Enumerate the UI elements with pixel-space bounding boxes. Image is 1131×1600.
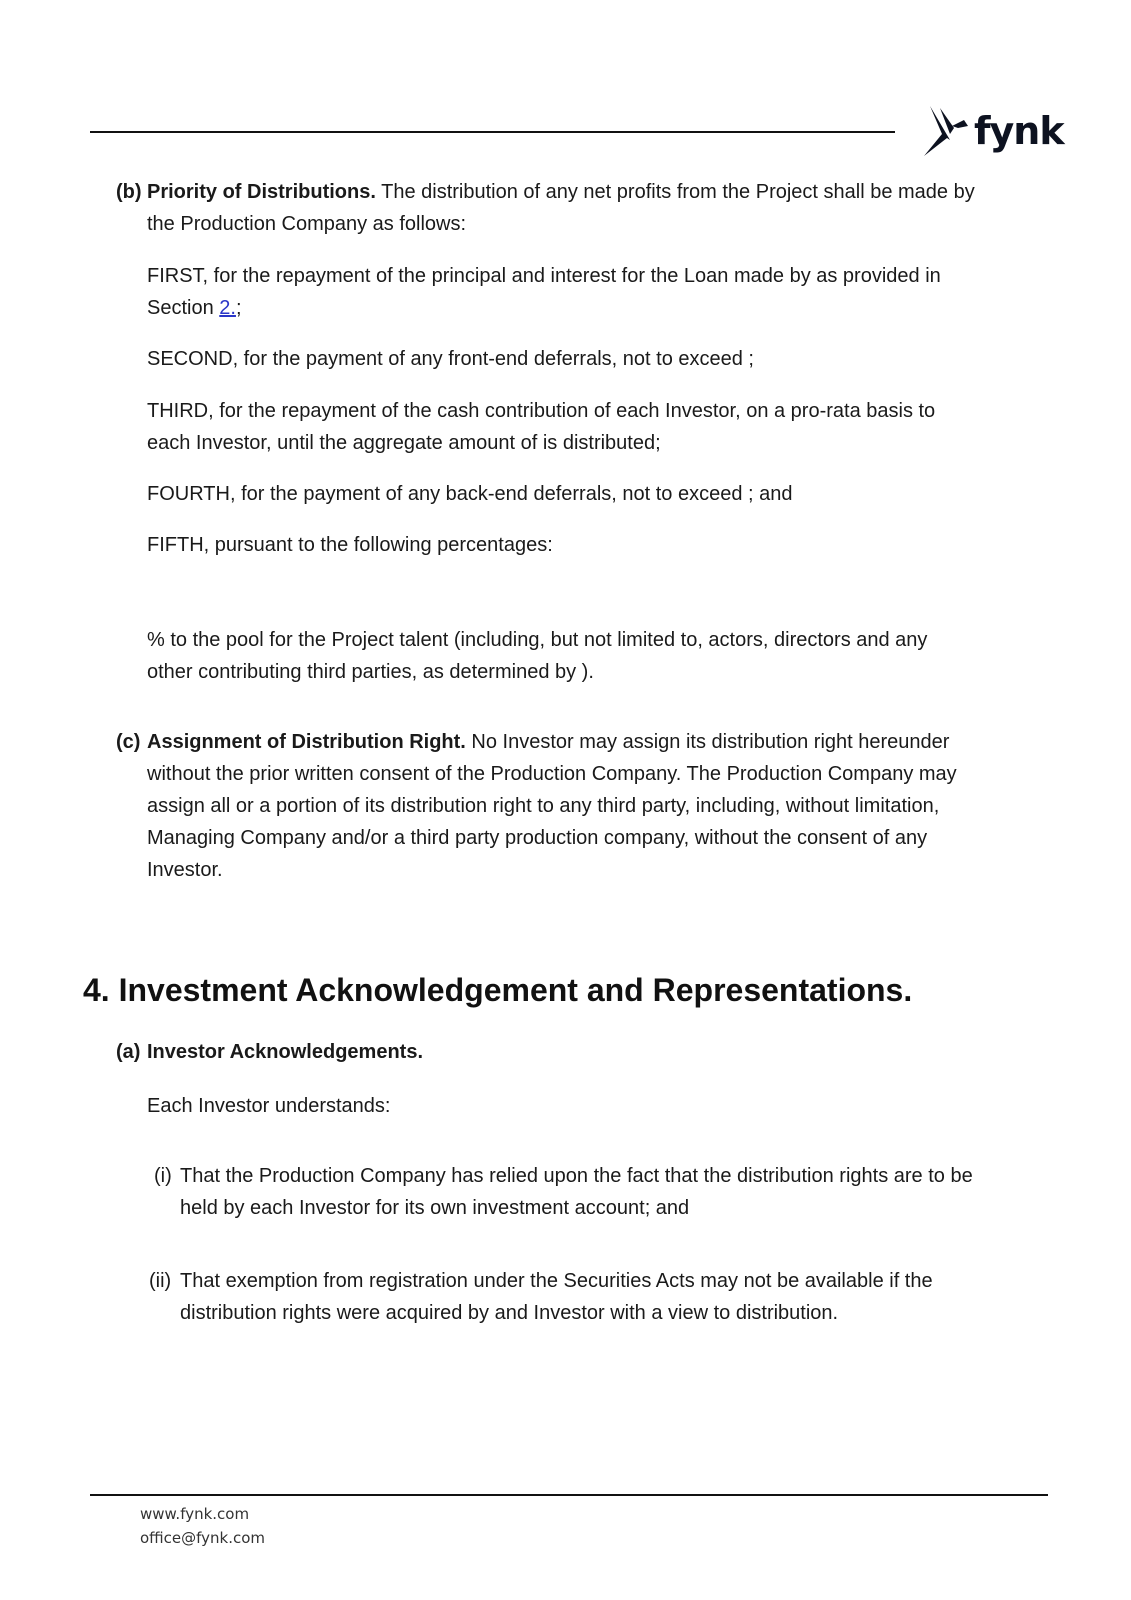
clause-c-line-4: Managing Company and/or a third party production company, without the consent of any — [147, 827, 928, 849]
first-priority — [147, 260, 1047, 324]
section-2-link[interactable]: 2. — [219, 297, 236, 319]
pool-line-1: % to the pool for the Project talent (including, but not limited to, actors, directors and any — [147, 629, 928, 651]
clause-4a-intro-text: Each Investor understands: — [147, 1095, 391, 1117]
pool-line-2: other contributing third parties, as determined by ). — [147, 661, 594, 683]
second-line: SECOND, for the payment of any front-end deferrals, not to exceed ; — [147, 348, 754, 370]
fourth-line: FOURTH, for the payment of any back-end deferrals, not to exceed ; and — [147, 483, 793, 505]
section-4-title: 4. Investment Acknowledgement and Representations. — [83, 972, 913, 1008]
header-rule — [90, 131, 895, 133]
third-priority — [147, 395, 1047, 459]
clause-c-heading: Assignment of Distribution Right. — [147, 731, 466, 753]
clause-4a-label: (a) — [116, 1041, 141, 1063]
clause-4a-heading: Investor Acknowledgements. — [147, 1041, 423, 1063]
fifth-priority — [147, 529, 1047, 561]
footer-rule — [90, 1494, 1048, 1496]
sub-item-ii-line-1: That exemption from registration under the Securities Acts may not be available if the — [180, 1270, 933, 1292]
sub-item-i-line-1: That the Production Company has relied upon the fact that the distribution rights are to be — [180, 1165, 973, 1187]
third-line-1: THIRD, for the repayment of the cash contribution of each Investor, on a pro-rata basis to — [147, 400, 936, 422]
second-priority — [147, 343, 1047, 375]
sub-item-ii-line-2: distribution rights were acquired by and Investor with a view to distribution. — [180, 1302, 839, 1324]
sub-item-ii-label: (ii) — [149, 1270, 172, 1292]
fourth-priority — [147, 478, 1047, 510]
first-line-2a: Section — [147, 297, 220, 319]
brand-name: fynk — [974, 109, 1064, 153]
first-line-2b: ; — [235, 297, 242, 319]
clause-c-line-1: No Investor may assign its distribution right hereunder — [465, 731, 950, 753]
talent-pool — [147, 624, 1047, 688]
clause-c-line-3: assign all or a portion of its distribution right to any third party, including, without limitation, — [147, 795, 940, 817]
sub-item-i-line-2: held by each Investor for its own investment account; and — [180, 1197, 690, 1219]
clause-b-label: (b) — [116, 181, 142, 203]
footer-website[interactable]: www.fynk.com — [140, 1505, 250, 1523]
fynk-logo — [920, 104, 1064, 160]
footer-email[interactable]: office@fynk.com — [140, 1529, 266, 1547]
clause-c-label: (c) — [116, 731, 141, 753]
clause-b-intro-2: the Production Company as follows: — [147, 213, 467, 235]
sub-item-i-label: (i) — [154, 1165, 172, 1187]
clause-b-heading: Priority of Distributions. — [147, 181, 376, 203]
fifth-line: FIFTH, pursuant to the following percentages: — [147, 534, 553, 556]
clause-b-intro-1: The distribution of any net profits from the Project shall be made by — [375, 181, 975, 203]
first-line-1: FIRST, for the repayment of the principal and interest for the Loan made by as provided in — [147, 265, 941, 287]
bird-icon — [920, 104, 972, 160]
clause-c-line-2: without the prior written consent of the Production Company. The Production Company may — [147, 763, 957, 785]
clause-4a-intro — [147, 1090, 1047, 1122]
clause-c-line-5: Investor. — [147, 859, 223, 881]
third-line-2: each Investor, until the aggregate amount of is distributed; — [147, 432, 661, 454]
